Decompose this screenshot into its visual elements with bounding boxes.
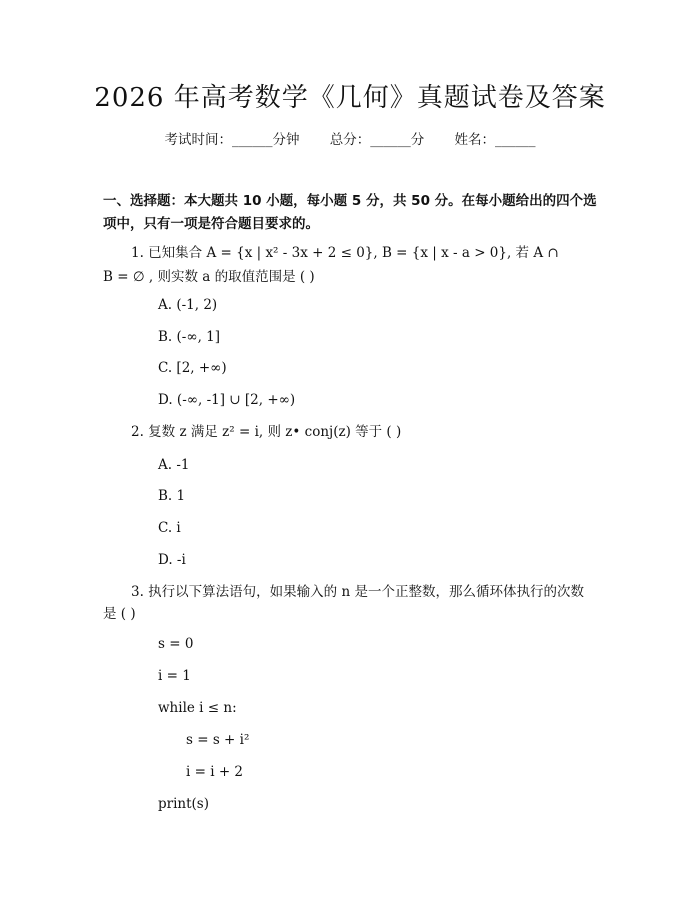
student-name-blank: ______ bbox=[495, 132, 536, 148]
exam-meta-row bbox=[0, 130, 700, 150]
question-2-option-b: B. 1 bbox=[158, 488, 186, 504]
question-1-option-a: A. (-1, 2) bbox=[158, 297, 218, 313]
total-score-label: 总分： bbox=[329, 132, 371, 148]
code-line: s = 0 bbox=[158, 636, 194, 652]
question-1-line-2: B = ∅ , 则实数 a 的取值范围是 ( ) bbox=[103, 269, 315, 285]
section-heading-line-1: 一、选择题：本大题共 10 小题，每小题 5 分，共 50 分。在每小题给出的四个选 bbox=[103, 193, 597, 209]
question-1-option-d: D. (-∞, -1] ∪ [2, +∞) bbox=[158, 392, 296, 408]
question-1-line-1: 1. 已知集合 A = {x | x² - 3x + 2 ≤ 0}, B = {x | x - a > 0}, 若 A ∩ bbox=[131, 245, 559, 261]
exam-time-unit: 分钟 bbox=[272, 132, 300, 148]
question-3-line-1: 3. 执行以下算法语句，如果输入的 n 是一个正整数，那么循环体执行的次数 bbox=[131, 584, 584, 600]
exam-title: 2026 年高考数学《几何》真题试卷及答案 bbox=[94, 83, 606, 113]
section-heading-line-2: 项中，只有一项是符合题目要求的。 bbox=[103, 216, 319, 232]
code-line: while i ≤ n: bbox=[158, 700, 237, 716]
code-line: print(s) bbox=[158, 796, 209, 812]
question-2-line-1: 2. 复数 z 满足 z² = i, 则 z• conj(z) 等于 ( ) bbox=[131, 424, 402, 440]
exam-time-field bbox=[164, 132, 299, 148]
total-score-blank: ______ bbox=[370, 132, 411, 148]
question-3-line-2: 是 ( ) bbox=[103, 606, 136, 622]
question-2-option-a: A. -1 bbox=[158, 457, 190, 473]
student-name-label: 姓名： bbox=[454, 132, 496, 148]
total-score-field bbox=[330, 132, 425, 148]
code-line: i = 1 bbox=[158, 668, 191, 684]
section-heading bbox=[103, 191, 595, 234]
total-score-unit: 分 bbox=[410, 132, 425, 148]
question-1-option-c: C. [2, +∞) bbox=[158, 360, 227, 376]
exam-time-blank: ______ bbox=[231, 132, 273, 148]
code-line: s = s + i² bbox=[186, 732, 250, 748]
code-line: i = i + 2 bbox=[186, 764, 244, 780]
question-2-option-d: D. -i bbox=[158, 552, 186, 568]
exam-time-label: 考试时间： bbox=[164, 132, 232, 148]
question-2-option-c: C. i bbox=[158, 520, 181, 536]
student-name-field bbox=[455, 132, 536, 148]
question-1-option-b: B. (-∞, 1] bbox=[158, 329, 221, 345]
